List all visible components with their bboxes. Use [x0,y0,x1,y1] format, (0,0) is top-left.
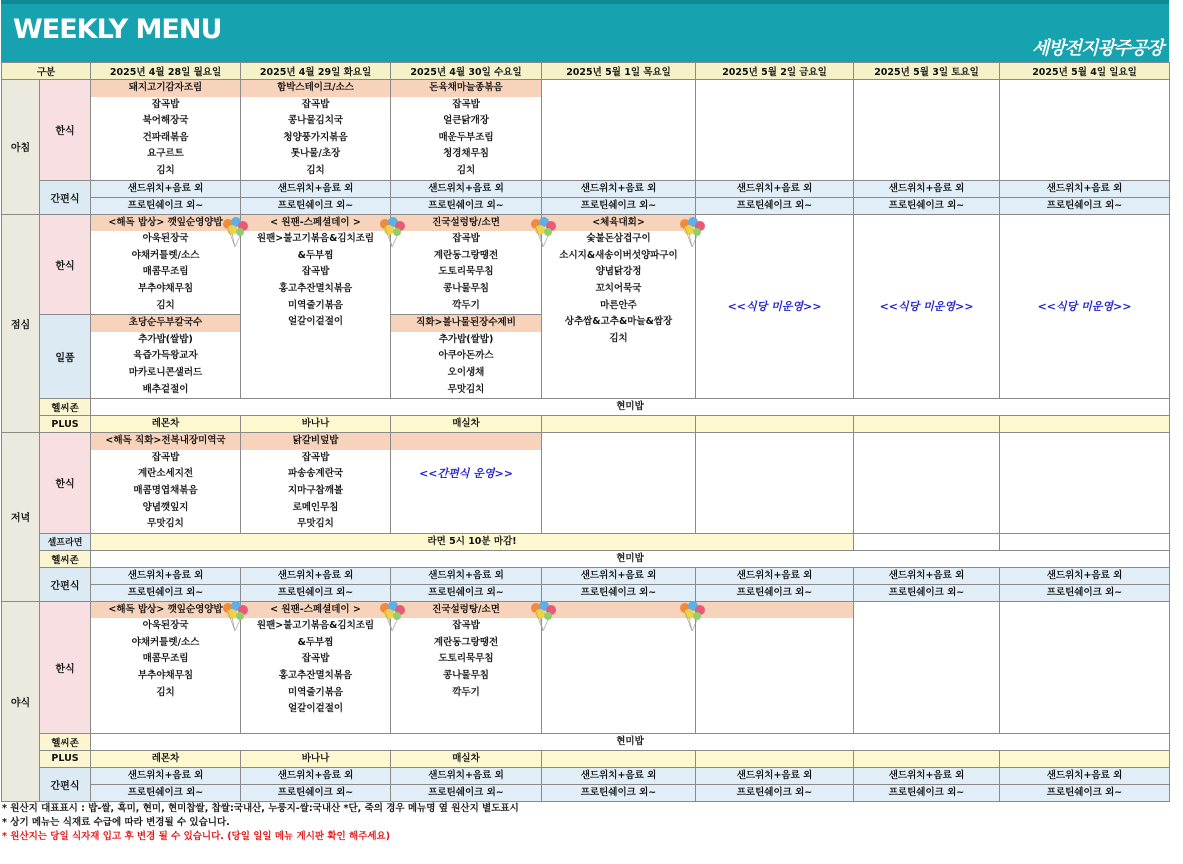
category-simple: 간편식 [40,567,91,601]
simple-cell: 샌드위치+음료 외 [1000,567,1170,584]
brand-logo: 세방전지광주공장 [1031,38,1163,59]
day-header: 2025년 4월 30일 수요일 [391,63,542,80]
simple-cell: 샌드위치+음료 외 [542,767,696,784]
menu-cell: 초당순두부칼국수 추가밥(쌀밥) 육즙가득왕교자 마카로니콘샐러드 배추겉절이 [91,315,241,399]
menu-cell-empty [854,433,1000,534]
simple-cell: 샌드위치+음료 외 [91,567,241,584]
simple-cell: 프로틴쉐이크 외~ [1000,784,1170,801]
health-cell: 현미밥 [91,399,1170,416]
simple-cell: 프로틴쉐이크 외~ [696,197,854,214]
simple-cell: 샌드위치+음료 외 [696,567,854,584]
warning-note: * 원산지는 당일 식자재 입고 후 변경 될 수 있습니다. (당일 일일 메뉴 게시판 확인 해주세요) [2,830,391,842]
simple-cell: 프로틴쉐이크 외~ [696,784,854,801]
corner-label: 구분 [2,63,91,80]
menu-cell: 돈육채마늘종볶음 잡곡밥 얼큰닭개장 매운두부조림 청경채무침 김치 [391,80,542,181]
menu-cell-empty [1000,433,1170,534]
balloons-icon [677,216,707,248]
balloons-icon [528,216,558,248]
menu-cell: 함박스테이크/소스 잡곡밥 콩나물김치국 청양풍가지볶음 톳나물/초장 김치 [241,80,391,181]
page-title: WEEKLY MENU [13,14,222,45]
simple-cell: 프로틴쉐이크 외~ [391,584,542,601]
meal-breakfast: 아침 [2,80,40,215]
balloons-icon [677,600,707,632]
simple-cell: 프로틴쉐이크 외~ [542,584,696,601]
simple-cell: 프로틴쉐이크 외~ [854,197,1000,214]
category-single: 일품 [40,315,91,399]
category-korean: 한식 [40,601,91,733]
menu-page [1,0,1169,844]
plus-cell-empty [1000,416,1170,433]
simple-cell: 프로틴쉐이크 외~ [1000,584,1170,601]
simple-cell: 프로틴쉐이크 외~ [1000,197,1170,214]
plus-cell: 레몬차 [91,416,241,433]
category-plus: PLUS [40,750,91,767]
menu-cell-empty [542,601,696,733]
balloons-icon [377,216,407,248]
ramen-cell: 라면 5시 10분 마감! [91,533,854,550]
day-header: 2025년 4월 29일 화요일 [241,63,391,80]
menu-cell-empty [696,433,854,534]
simple-cell: 프로틴쉐이크 외~ [542,197,696,214]
plus-cell: 매실차 [391,750,542,767]
menu-cell: <체육대회> 숯불돈삼겹구이 소시지&새송이버섯양파구이 양념닭강정 꼬치어묵국 마른안주 상추쌈&고추&마늘&쌈장 김치 [542,214,696,399]
simple-cell: 프로틴쉐이크 외~ [241,197,391,214]
plus-cell-empty [696,416,854,433]
simple-cell: 샌드위치+음료 외 [542,180,696,197]
simple-cell: 샌드위치+음료 외 [91,180,241,197]
category-health: 헬씨존 [40,399,91,416]
day-header: 2025년 5월 4일 일요일 [1000,63,1170,80]
menu-cell-empty [1000,601,1170,733]
menu-cell: <해독 밥상> 깻잎순영양밥 아욱된장국 야채커틀렛/소스 매콤무조림 부추야채무침 김치 [91,601,241,733]
simple-cell: 샌드위치+음료 외 [1000,767,1170,784]
change-note: * 상기 메뉴는 식재료 수급에 따라 변경될 수 있습니다. [2,816,230,828]
category-simple: 간편식 [40,767,91,801]
category-plus: PLUS [40,416,91,433]
category-health: 헬씨존 [40,733,91,750]
simple-cell: 샌드위치+음료 외 [91,767,241,784]
category-health: 헬씨존 [40,550,91,567]
balloons-icon [528,600,558,632]
simple-cell: 샌드위치+음료 외 [391,567,542,584]
simple-cell: 프로틴쉐이크 외~ [542,784,696,801]
menu-cell-empty [854,533,1000,550]
menu-cell: 진국설렁탕/소면 잡곡밥 계란동그랑땡전 도토리묵무침 콩나물무침 깍두기 [391,601,542,733]
menu-cell-empty [696,80,854,181]
closed-notice: <<식당 미운영>> [1000,214,1170,399]
closed-notice: <<식당 미운영>> [696,214,854,399]
day-header: 2025년 4월 28일 월요일 [91,63,241,80]
meal-night: 야식 [2,601,40,801]
menu-table [1,62,1170,802]
simple-cell: 프로틴쉐이크 외~ [391,784,542,801]
simple-cell: 프로틴쉐이크 외~ [91,584,241,601]
menu-cell-empty [1000,80,1170,181]
simple-cell: 샌드위치+음료 외 [1000,180,1170,197]
menu-cell-empty [1000,533,1170,550]
plus-cell-empty [542,416,696,433]
simple-cell: 샌드위치+음료 외 [542,567,696,584]
plus-cell: 바나나 [241,750,391,767]
category-korean: 한식 [40,80,91,181]
simple-cell: 프로틴쉐이크 외~ [854,784,1000,801]
category-korean: 한식 [40,214,91,315]
menu-cell: < 원팬-스페셜데이 > 원팬>불고기볶음&김치조림 &두부찜 잡곡밥 홍고추잔멸치볶음 미역줄기볶음 얼갈이겉절이 [241,601,391,733]
simple-cell: 샌드위치+음료 외 [854,767,1000,784]
origin-note: * 원산지 대표표시 : 밥-쌀, 흑미, 현미, 현미찹쌀, 찹쌀:국내산, 누룽지-쌀:국내산 *단, 죽의 경우 메뉴명 옆 원산지 별도표시 [2,802,519,814]
simple-notice: <<간편식 운영>> [419,467,513,481]
menu-cell-empty [542,80,696,181]
day-header: 2025년 5월 3일 토요일 [854,63,1000,80]
simple-cell: 샌드위치+음료 외 [854,180,1000,197]
category-selframen: 셀프라면 [40,533,91,550]
plus-cell-empty [696,750,854,767]
menu-cell: 직화>볼나물된장수제비 추가밥(쌀밥) 아쿠아돈까스 오이생채 무맛김치 [391,315,542,399]
meal-dinner: 저녁 [2,433,40,602]
menu-cell: < 원팬-스페셜데이 > 원팬>불고기볶음&김치조림 &두부찜 잡곡밥 홍고추잔멸치볶음 미역줄기볶음 얼갈이겉절이 [241,214,391,399]
simple-cell: 샌드위치+음료 외 [696,180,854,197]
simple-cell: 샌드위치+음료 외 [391,767,542,784]
balloons-icon [220,216,250,248]
simple-cell: 프로틴쉐이크 외~ [241,784,391,801]
menu-cell: <해독 밥상> 깻잎순영양밥 아욱된장국 야채커틀렛/소스 매콤무조림 부추야채무침 김치 [91,214,241,315]
menu-cell: 돼지고기감자조림 잡곡밥 북어해장국 건파래볶음 요구르트 김치 [91,80,241,181]
closed-notice: <<식당 미운영>> [854,214,1000,399]
simple-cell: 프로틴쉐이크 외~ [696,584,854,601]
balloons-icon [377,600,407,632]
health-cell: 현미밥 [91,550,1170,567]
day-header: 2025년 5월 1일 목요일 [542,63,696,80]
menu-cell-empty [542,433,696,534]
simple-cell: 프로틴쉐이크 외~ [391,197,542,214]
header-row [2,63,1170,80]
health-cell: 현미밥 [91,733,1170,750]
menu-cell-empty [854,601,1000,733]
plus-cell-empty [854,416,1000,433]
plus-cell-empty [854,750,1000,767]
plus-cell-empty [1000,750,1170,767]
menu-cell: 닭갈비덮밥 잡곡밥 파송송계란국 지마구참깨볼 로메인무침 무맛김치 [241,433,391,534]
meal-lunch: 점심 [2,214,40,433]
plus-cell-empty [542,750,696,767]
day-header: 2025년 5월 2일 금요일 [696,63,854,80]
menu-cell: <해독 직화>전복내장미역국 잡곡밥 계란소세지전 매콤명엽채볶음 양념깻잎지 무맛김치 [91,433,241,534]
plus-cell: 레몬차 [91,750,241,767]
balloons-icon [220,600,250,632]
simple-cell: 샌드위치+음료 외 [241,567,391,584]
menu-cell-empty [696,601,854,733]
simple-cell: 샌드위치+음료 외 [696,767,854,784]
simple-cell: 프로틴쉐이크 외~ [91,197,241,214]
category-simple: 간편식 [40,180,91,214]
footnotes [1,802,1169,844]
plus-cell: 바나나 [241,416,391,433]
simple-cell: 프로틴쉐이크 외~ [241,584,391,601]
category-korean: 한식 [40,433,91,534]
simple-cell: 샌드위치+음료 외 [391,180,542,197]
simple-cell: 프로틴쉐이크 외~ [854,584,1000,601]
simple-cell: 샌드위치+음료 외 [854,567,1000,584]
menu-cell-empty [854,80,1000,181]
page-header [1,0,1169,62]
simple-cell: 프로틴쉐이크 외~ [91,784,241,801]
simple-cell: 샌드위치+음료 외 [241,180,391,197]
simple-cell: 샌드위치+음료 외 [241,767,391,784]
plus-cell: 매실차 [391,416,542,433]
menu-cell [391,433,542,534]
menu-cell: 진국설렁탕/소면 잡곡밥 계란동그랑땡전 도토리묵무침 콩나물무침 깍두기 [391,214,542,315]
